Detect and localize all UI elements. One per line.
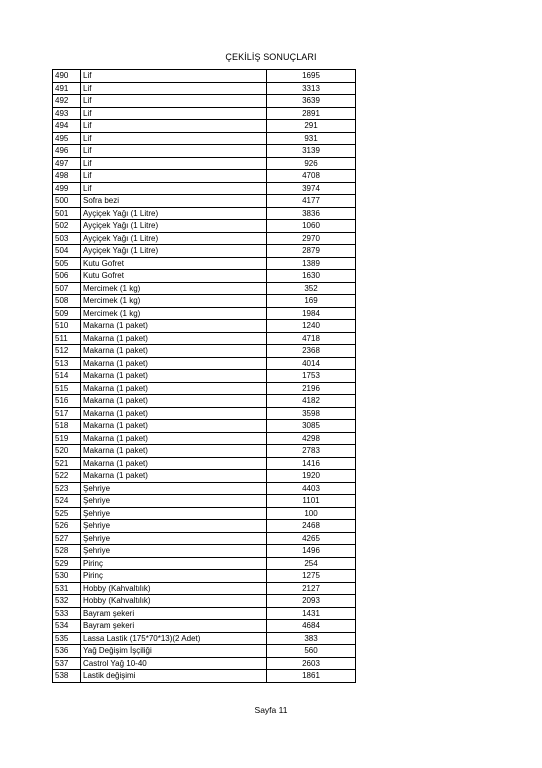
table-row (53, 595, 356, 608)
prize-name-cell: Makarna (1 paket) (81, 395, 267, 408)
row-number-cell: 508 (53, 295, 81, 308)
table-row (53, 282, 356, 295)
prize-name-cell: Ayçiçek Yağı (1 Litre) (81, 207, 267, 220)
page-number: Sayfa 11 (254, 705, 288, 715)
row-number-cell: 507 (53, 282, 81, 295)
prize-name-cell: Makarna (1 paket) (81, 420, 267, 433)
table-row (53, 270, 356, 283)
ticket-number-cell: 2970 (267, 232, 356, 245)
row-number-cell: 503 (53, 232, 81, 245)
ticket-number-cell: 2891 (267, 107, 356, 120)
row-number-cell: 506 (53, 270, 81, 283)
ticket-number-cell: 1753 (267, 370, 356, 383)
ticket-number-cell: 931 (267, 132, 356, 145)
prize-name-cell: Lif (81, 145, 267, 158)
ticket-number-cell: 4684 (267, 620, 356, 633)
row-number-cell: 513 (53, 357, 81, 370)
table-row (53, 382, 356, 395)
table-row (53, 445, 356, 458)
ticket-number-cell: 2468 (267, 520, 356, 533)
table-row (53, 545, 356, 558)
prize-name-cell: Lif (81, 120, 267, 133)
prize-name-cell: Şehriye (81, 507, 267, 520)
table-row (53, 220, 356, 233)
table-row (53, 182, 356, 195)
row-number-cell: 492 (53, 95, 81, 108)
prize-name-cell: Lif (81, 107, 267, 120)
ticket-number-cell: 3836 (267, 207, 356, 220)
row-number-cell: 517 (53, 407, 81, 420)
table-row (53, 607, 356, 620)
row-number-cell: 514 (53, 370, 81, 383)
table-row (53, 457, 356, 470)
table-row (53, 395, 356, 408)
ticket-number-cell: 169 (267, 295, 356, 308)
prize-name-cell: Ayçiçek Yağı (1 Litre) (81, 232, 267, 245)
table-row (53, 95, 356, 108)
ticket-number-cell: 3139 (267, 145, 356, 158)
row-number-cell: 498 (53, 170, 81, 183)
ticket-number-cell: 4403 (267, 482, 356, 495)
ticket-number-cell: 254 (267, 557, 356, 570)
table-row (53, 532, 356, 545)
table-row (53, 432, 356, 445)
prize-name-cell: Kutu Gofret (81, 270, 267, 283)
ticket-number-cell: 1275 (267, 570, 356, 583)
row-number-cell: 491 (53, 82, 81, 95)
results-table-body (53, 70, 356, 683)
row-number-cell: 502 (53, 220, 81, 233)
table-row (53, 257, 356, 270)
row-number-cell: 495 (53, 132, 81, 145)
table-row (53, 620, 356, 633)
ticket-number-cell: 3639 (267, 95, 356, 108)
prize-name-cell: Lastik değişimi (81, 670, 267, 683)
row-number-cell: 500 (53, 195, 81, 208)
prize-name-cell: Şehriye (81, 482, 267, 495)
page-title: ÇEKİLİŞ SONUÇLARI (225, 52, 317, 62)
row-number-cell: 499 (53, 182, 81, 195)
ticket-number-cell: 3974 (267, 182, 356, 195)
prize-name-cell: Lif (81, 170, 267, 183)
row-number-cell: 528 (53, 545, 81, 558)
ticket-number-cell: 4182 (267, 395, 356, 408)
row-number-cell: 536 (53, 645, 81, 658)
prize-name-cell: Pirinç (81, 557, 267, 570)
prize-name-cell: Makarna (1 paket) (81, 370, 267, 383)
prize-name-cell: Makarna (1 paket) (81, 332, 267, 345)
row-number-cell: 529 (53, 557, 81, 570)
row-number-cell: 526 (53, 520, 81, 533)
ticket-number-cell: 1389 (267, 257, 356, 270)
table-row (53, 207, 356, 220)
prize-name-cell: Castrol Yağ 10-40 (81, 657, 267, 670)
ticket-number-cell: 291 (267, 120, 356, 133)
prize-name-cell: Şehriye (81, 520, 267, 533)
ticket-number-cell: 560 (267, 645, 356, 658)
prize-name-cell: Yağ Değişim İşçiliği (81, 645, 267, 658)
row-number-cell: 504 (53, 245, 81, 258)
ticket-number-cell: 100 (267, 507, 356, 520)
row-number-cell: 530 (53, 570, 81, 583)
table-row (53, 582, 356, 595)
prize-name-cell: Şehriye (81, 532, 267, 545)
prize-name-cell: Makarna (1 paket) (81, 357, 267, 370)
row-number-cell: 497 (53, 157, 81, 170)
table-row (53, 82, 356, 95)
row-number-cell: 512 (53, 345, 81, 358)
table-row (53, 320, 356, 333)
row-number-cell: 523 (53, 482, 81, 495)
row-number-cell: 532 (53, 595, 81, 608)
table-row (53, 332, 356, 345)
row-number-cell: 511 (53, 332, 81, 345)
ticket-number-cell: 2127 (267, 582, 356, 595)
table-row (53, 345, 356, 358)
table-row (53, 482, 356, 495)
prize-name-cell: Bayram şekeri (81, 607, 267, 620)
ticket-number-cell: 3598 (267, 407, 356, 420)
prize-name-cell: Sofra bezi (81, 195, 267, 208)
prize-name-cell: Şehriye (81, 545, 267, 558)
prize-name-cell: Lassa Lastik (175*70*13)(2 Adet) (81, 632, 267, 645)
ticket-number-cell: 3085 (267, 420, 356, 433)
ticket-number-cell: 926 (267, 157, 356, 170)
row-number-cell: 501 (53, 207, 81, 220)
table-row (53, 657, 356, 670)
prize-name-cell: Ayçiçek Yağı (1 Litre) (81, 245, 267, 258)
row-number-cell: 490 (53, 70, 81, 83)
ticket-number-cell: 2093 (267, 595, 356, 608)
table-row (53, 132, 356, 145)
row-number-cell: 505 (53, 257, 81, 270)
table-row (53, 70, 356, 83)
ticket-number-cell: 4177 (267, 195, 356, 208)
prize-name-cell: Kutu Gofret (81, 257, 267, 270)
table-row (53, 670, 356, 683)
prize-name-cell: Mercimek (1 kg) (81, 282, 267, 295)
row-number-cell: 520 (53, 445, 81, 458)
table-row (53, 295, 356, 308)
table-row (53, 120, 356, 133)
table-row (53, 632, 356, 645)
row-number-cell: 519 (53, 432, 81, 445)
row-number-cell: 518 (53, 420, 81, 433)
ticket-number-cell: 4265 (267, 532, 356, 545)
prize-name-cell: Makarna (1 paket) (81, 445, 267, 458)
ticket-number-cell: 1101 (267, 495, 356, 508)
row-number-cell: 538 (53, 670, 81, 683)
results-table (52, 69, 356, 683)
ticket-number-cell: 1416 (267, 457, 356, 470)
ticket-number-cell: 4718 (267, 332, 356, 345)
prize-name-cell: Makarna (1 paket) (81, 320, 267, 333)
prize-name-cell: Lif (81, 82, 267, 95)
ticket-number-cell: 383 (267, 632, 356, 645)
row-number-cell: 510 (53, 320, 81, 333)
prize-name-cell: Lif (81, 95, 267, 108)
table-row (53, 420, 356, 433)
table-row (53, 245, 356, 258)
row-number-cell: 521 (53, 457, 81, 470)
table-row (53, 407, 356, 420)
ticket-number-cell: 2196 (267, 382, 356, 395)
table-row (53, 145, 356, 158)
ticket-number-cell: 4298 (267, 432, 356, 445)
prize-name-cell: Şehriye (81, 495, 267, 508)
table-row (53, 495, 356, 508)
table-row (53, 507, 356, 520)
row-number-cell: 494 (53, 120, 81, 133)
prize-name-cell: Hobby (Kahvaltılık) (81, 582, 267, 595)
ticket-number-cell: 1861 (267, 670, 356, 683)
table-row (53, 557, 356, 570)
table-row (53, 195, 356, 208)
ticket-number-cell: 3313 (267, 82, 356, 95)
row-number-cell: 531 (53, 582, 81, 595)
row-number-cell: 534 (53, 620, 81, 633)
row-number-cell: 527 (53, 532, 81, 545)
ticket-number-cell: 2603 (267, 657, 356, 670)
ticket-number-cell: 4014 (267, 357, 356, 370)
ticket-number-cell: 1431 (267, 607, 356, 620)
prize-name-cell: Pirinç (81, 570, 267, 583)
table-row (53, 370, 356, 383)
row-number-cell: 515 (53, 382, 81, 395)
ticket-number-cell: 1920 (267, 470, 356, 483)
table-row (53, 520, 356, 533)
prize-name-cell: Lif (81, 157, 267, 170)
row-number-cell: 525 (53, 507, 81, 520)
prize-name-cell: Lif (81, 70, 267, 83)
ticket-number-cell: 1630 (267, 270, 356, 283)
table-row (53, 107, 356, 120)
ticket-number-cell: 2879 (267, 245, 356, 258)
prize-name-cell: Ayçiçek Yağı (1 Litre) (81, 220, 267, 233)
row-number-cell: 524 (53, 495, 81, 508)
ticket-number-cell: 2783 (267, 445, 356, 458)
ticket-number-cell: 1496 (267, 545, 356, 558)
row-number-cell: 516 (53, 395, 81, 408)
table-row (53, 170, 356, 183)
ticket-number-cell: 1984 (267, 307, 356, 320)
row-number-cell: 493 (53, 107, 81, 120)
row-number-cell: 535 (53, 632, 81, 645)
ticket-number-cell: 4708 (267, 170, 356, 183)
prize-name-cell: Lif (81, 132, 267, 145)
table-row (53, 357, 356, 370)
table-row (53, 470, 356, 483)
ticket-number-cell: 1060 (267, 220, 356, 233)
prize-name-cell: Mercimek (1 kg) (81, 307, 267, 320)
table-row (53, 157, 356, 170)
row-number-cell: 509 (53, 307, 81, 320)
ticket-number-cell: 1240 (267, 320, 356, 333)
ticket-number-cell: 352 (267, 282, 356, 295)
prize-name-cell: Makarna (1 paket) (81, 432, 267, 445)
prize-name-cell: Makarna (1 paket) (81, 457, 267, 470)
row-number-cell: 496 (53, 145, 81, 158)
prize-name-cell: Mercimek (1 kg) (81, 295, 267, 308)
row-number-cell: 522 (53, 470, 81, 483)
row-number-cell: 537 (53, 657, 81, 670)
prize-name-cell: Hobby (Kahvaltılık) (81, 595, 267, 608)
prize-name-cell: Makarna (1 paket) (81, 407, 267, 420)
row-number-cell: 533 (53, 607, 81, 620)
prize-name-cell: Lif (81, 182, 267, 195)
table-row (53, 570, 356, 583)
prize-name-cell: Bayram şekeri (81, 620, 267, 633)
prize-name-cell: Makarna (1 paket) (81, 382, 267, 395)
ticket-number-cell: 1695 (267, 70, 356, 83)
prize-name-cell: Makarna (1 paket) (81, 345, 267, 358)
ticket-number-cell: 2368 (267, 345, 356, 358)
prize-name-cell: Makarna (1 paket) (81, 470, 267, 483)
table-row (53, 645, 356, 658)
table-row (53, 307, 356, 320)
table-row (53, 232, 356, 245)
